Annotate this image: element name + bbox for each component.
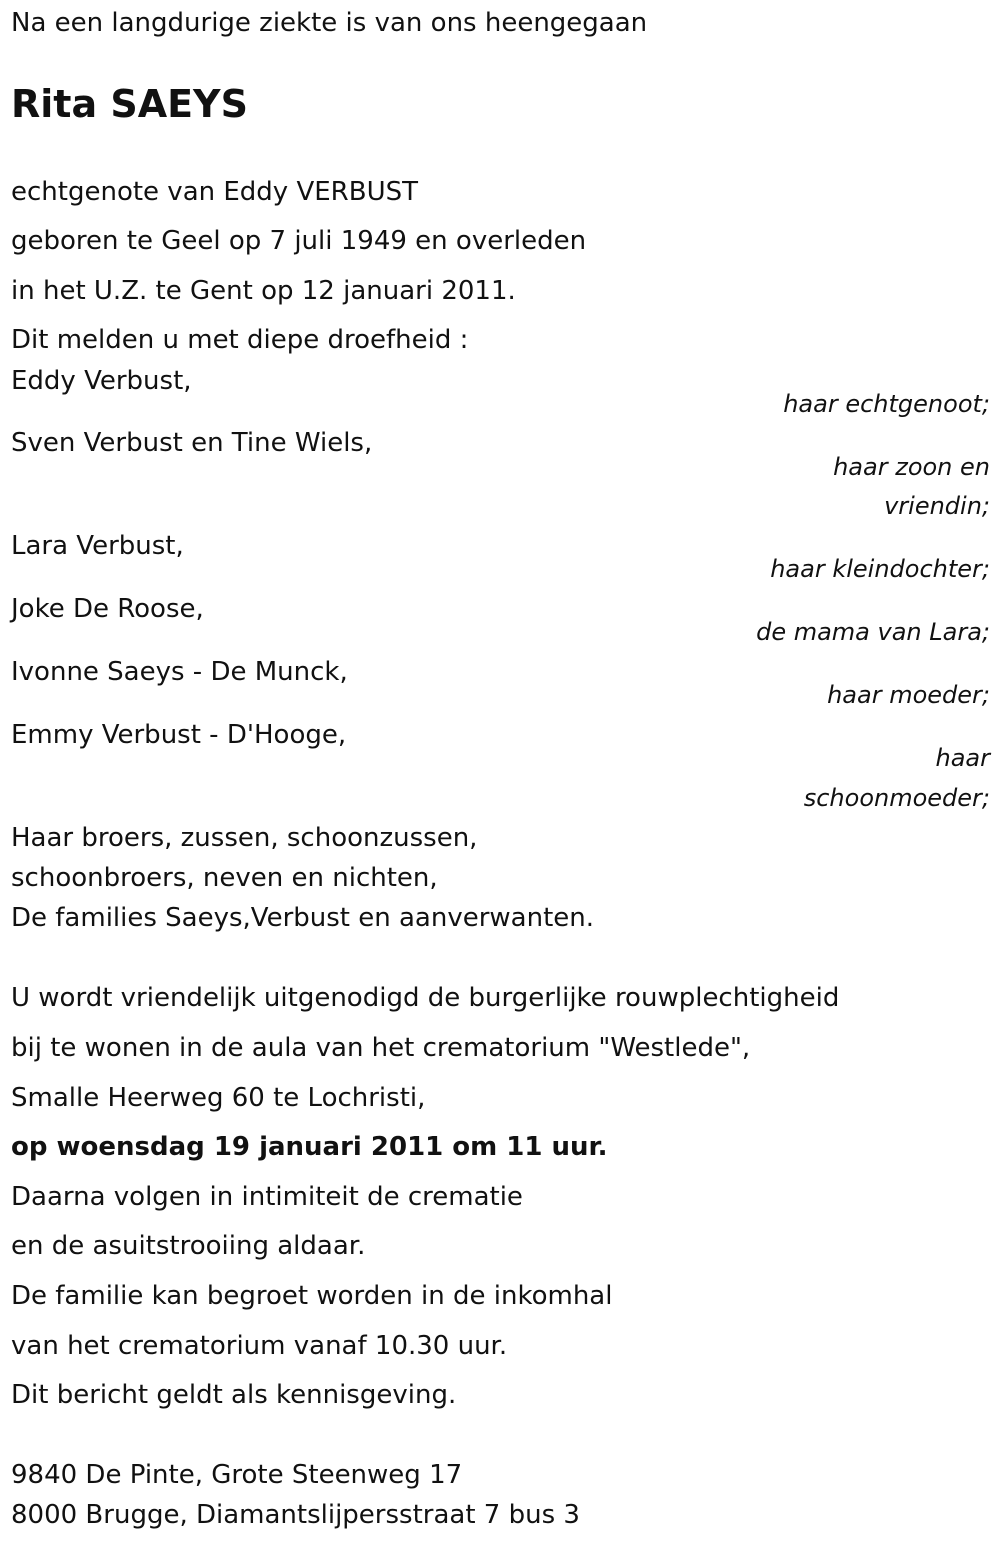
address-line: 9840 De Pinte, Grote Steenweg 17 (11, 1460, 463, 1490)
bio-line-born: geboren te Geel op 7 juli 1949 en overleden (11, 226, 587, 256)
mourner-role: haar kleindochter; (770, 555, 990, 583)
mourner-role: haar moeder; (827, 681, 990, 709)
mourner-role: haar (935, 744, 990, 772)
after-line: Dit bericht geldt als kennisgeving. (11, 1380, 457, 1410)
mourner-name: Emmy Verbust - D'Hooge, (11, 720, 347, 750)
mourner-name: Eddy Verbust, (11, 366, 192, 396)
address-line: 8000 Brugge, Diamantslijpersstraat 7 bus 3 (11, 1500, 580, 1530)
mourner-role: schoonmoeder; (803, 784, 990, 812)
mourner-name: Joke De Roose, (11, 594, 204, 624)
deceased-name: Rita SAEYS (11, 82, 248, 126)
family-line: Haar broers, zussen, schoonzussen, (11, 823, 478, 853)
intro-text: Na een langdurige ziekte is van ons heengegaan (11, 8, 648, 38)
ceremony-line: U wordt vriendelijk uitgenodigd de burgerlijke rouwplechtigheid (11, 983, 840, 1013)
after-line: Daarna volgen in intimiteit de crematie (11, 1182, 523, 1212)
ceremony-address: Smalle Heerweg 60 te Lochristi, (11, 1083, 426, 1113)
mourner-role: vriendin; (884, 492, 990, 520)
ceremony-line: bij te wonen in de aula van het crematorium "Westlede", (11, 1033, 751, 1063)
after-line: De familie kan begroet worden in de inkomhal (11, 1281, 613, 1311)
mourner-name: Sven Verbust en Tine Wiels, (11, 428, 373, 458)
mourner-role: haar zoon en (833, 453, 990, 481)
bio-line-announce: Dit melden u met diepe droefheid : (11, 325, 469, 355)
bio-line-died: in het U.Z. te Gent op 12 januari 2011. (11, 276, 516, 306)
mourner-name: Lara Verbust, (11, 531, 184, 561)
family-line: schoonbroers, neven en nichten, (11, 863, 438, 893)
after-line: en de asuitstrooiing aldaar. (11, 1231, 366, 1261)
ceremony-date: op woensdag 19 januari 2011 om 11 uur. (11, 1132, 608, 1162)
mourner-role: haar echtgenoot; (783, 390, 990, 418)
mourner-name: Ivonne Saeys - De Munck, (11, 657, 348, 687)
after-line: van het crematorium vanaf 10.30 uur. (11, 1331, 508, 1361)
family-line: De families Saeys,Verbust en aanverwanten. (11, 903, 595, 933)
bio-line-spouse: echtgenote van Eddy VERBUST (11, 177, 418, 207)
mourner-role: de mama van Lara; (756, 618, 990, 646)
